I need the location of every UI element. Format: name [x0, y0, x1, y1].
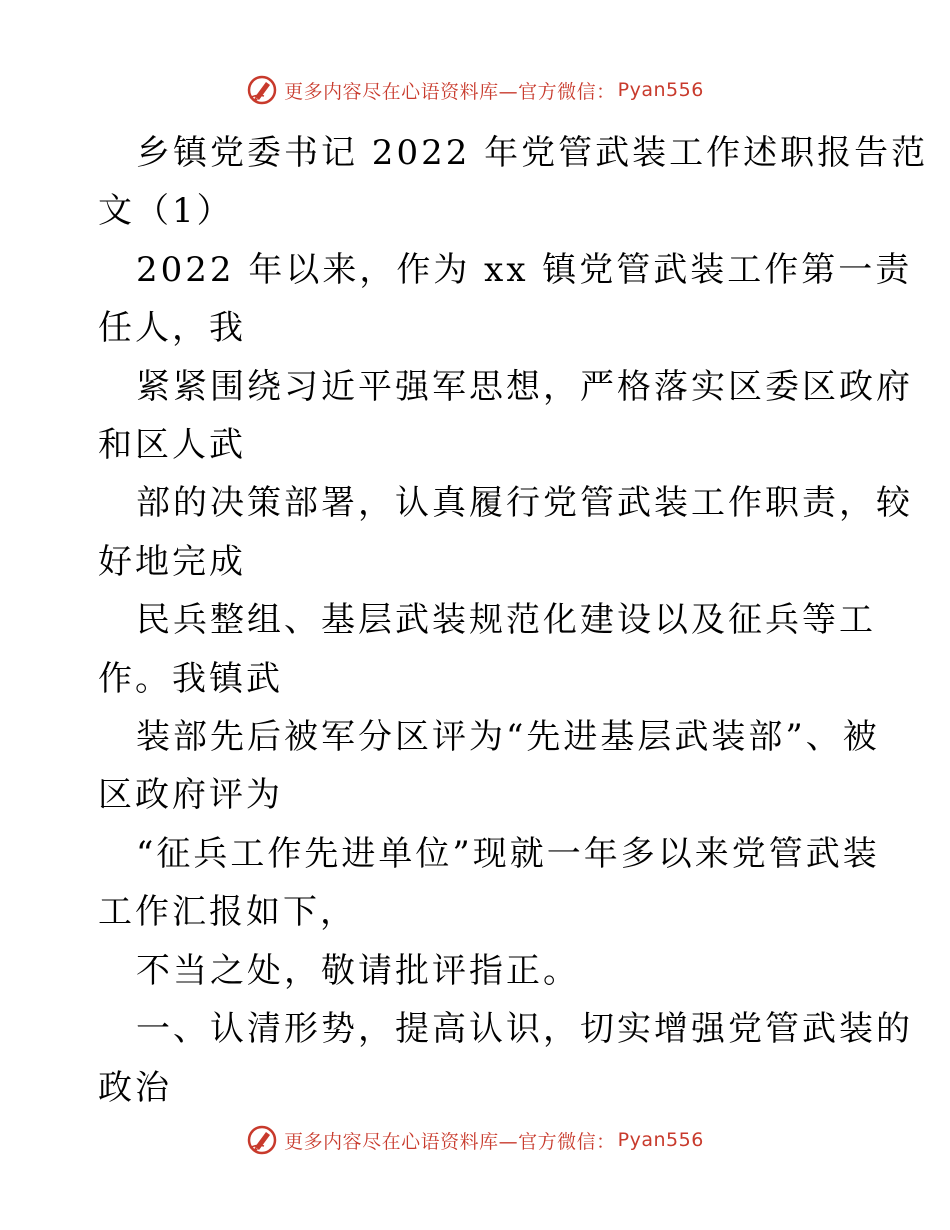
text-line: 紧紧围绕习近平强军思想，严格落实区委区政府 — [136, 366, 913, 407]
text-line: 民兵整组、基层武装规范化建设以及征兵等工 — [136, 600, 876, 641]
banner-text: 更多内容尽在心语资料库—官方微信： — [284, 1130, 616, 1153]
text-line: “征兵工作先进单位”现就一年多以来党管武装 — [136, 833, 880, 874]
text-line: 任人，我 — [98, 308, 246, 349]
text-line: 工作汇报如下， — [98, 892, 357, 933]
banner-text: 更多内容尽在心语资料库—官方微信： — [284, 80, 616, 103]
text-line: 部的决策部署，认真履行党管武装工作职责，较 — [136, 483, 913, 524]
footer-banner — [0, 1120, 950, 1160]
header-banner — [0, 70, 950, 110]
pen-logo-icon — [246, 74, 278, 106]
text-line: 和区人武 — [98, 425, 246, 466]
text-line: 不当之处，敬请批评指正。 — [136, 950, 580, 991]
banner-wechat-id: Pyan556 — [617, 79, 704, 101]
text-line: 装部先后被军分区评为“先进基层武装部”、被 — [136, 717, 880, 758]
section-heading-line: 一、认清形势，提高认识，切实增强党管武装的 — [136, 1009, 913, 1050]
doc-title-line-1: 乡镇党委书记 2022 年党管武装工作述职报告范 — [136, 133, 929, 173]
text-line: 2022 年以来，作为 xx 镇党管武装工作第一责 — [136, 249, 913, 290]
section-heading-line-2: 政治 — [98, 1067, 172, 1108]
text-line: 区政府评为 — [98, 775, 283, 816]
pen-logo-icon — [246, 1124, 278, 1156]
doc-title-line-2: 文（1） — [98, 191, 234, 232]
text-line: 作。我镇武 — [98, 658, 283, 699]
text-line: 好地完成 — [98, 541, 246, 582]
banner-wechat-id: Pyan556 — [617, 1129, 704, 1151]
document-body — [98, 124, 929, 1117]
